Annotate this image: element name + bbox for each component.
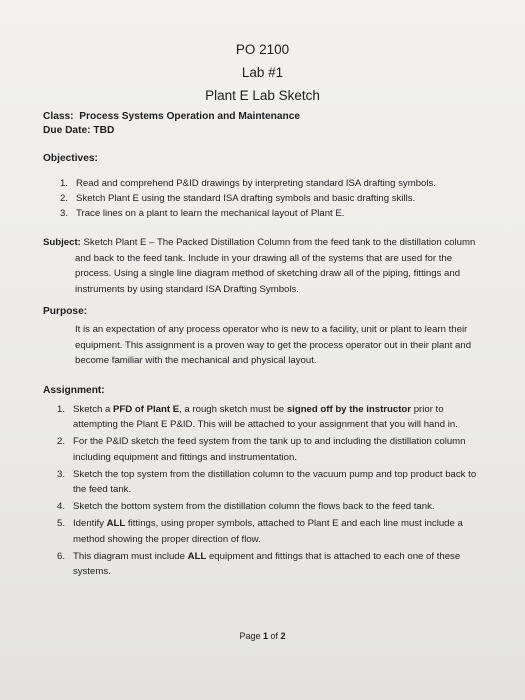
course-code: PO 2100 <box>235 42 290 57</box>
assignment-list <box>57 402 477 579</box>
due-date-line <box>43 124 114 138</box>
purpose-heading: Purpose: <box>43 306 88 317</box>
class-line <box>43 110 300 124</box>
objectives-list <box>60 176 480 221</box>
subject-label: Subject: <box>43 237 81 248</box>
lab-title: Plant E Lab Sketch <box>205 88 320 103</box>
subject-paragraph <box>43 235 483 297</box>
class-label: Class: <box>43 111 74 122</box>
purpose-text: It is an expectation of any process operator who is new to a facility, unit or plant to learn their equipment. This assignment is a proven way to get the process operator out in their plant and become familiar with the mechanical and physical layout. <box>75 324 472 366</box>
subject-text: Sketch Plant E – The Packed Distillation Column from the feed tank to the distillation column and back to the feed tank. Include in your drawing all of the systems that are used for the process. Using a single line diagram method of sketching draw all of the piping, fittings and instruments by using standard ISA Drafting Symbols. <box>75 237 476 295</box>
objectives-heading: Objectives: <box>43 153 98 164</box>
due-date-value: TBD <box>93 125 115 136</box>
due-date-label: Due Date: <box>43 125 91 136</box>
list-item: 3. Sketch the top system from the distillation column to the vacuum pump and top product back to the feed tank. <box>57 468 477 496</box>
page-number: Page 1 of 2 <box>239 631 286 641</box>
list-item: 1. Read and comprehend P&ID drawings by interpreting standard ISA drafting symbols. <box>60 178 436 189</box>
list-item: 4. Sketch the bottom system from the distillation column the flows back to the feed tank. <box>57 501 435 513</box>
class-value: Process Systems Operation and Maintenance <box>79 111 301 122</box>
list-item: 6. This diagram must include ALL equipment and fittings that is attached to each one of these systems. <box>57 550 461 578</box>
assignment-heading: Assignment: <box>43 385 105 396</box>
list-item: 1. Sketch a PFD of Plant E, a rough sketch must be signed off by the instructor prior to attempting the Plant E P&ID. This will be attached to your assignment that you will hand in. <box>57 404 458 431</box>
list-item: 5. Identify ALL fittings, using proper symbols, attached to Plant E and each line must include a method showing the proper direction of flow. <box>57 518 463 545</box>
list-item: 3. Trace lines on a plant to learn the mechanical layout of Plant E. <box>60 208 345 219</box>
document-header <box>0 38 525 107</box>
list-item: 2. For the P&ID sketch the feed system from the tank up to and including the distillation column including equipment and fittings and instrumentation. <box>57 436 466 463</box>
lab-number: Lab #1 <box>241 65 284 80</box>
list-item: 2. Sketch Plant E using the standard ISA drafting symbols and basic drafting skills. <box>60 193 416 204</box>
